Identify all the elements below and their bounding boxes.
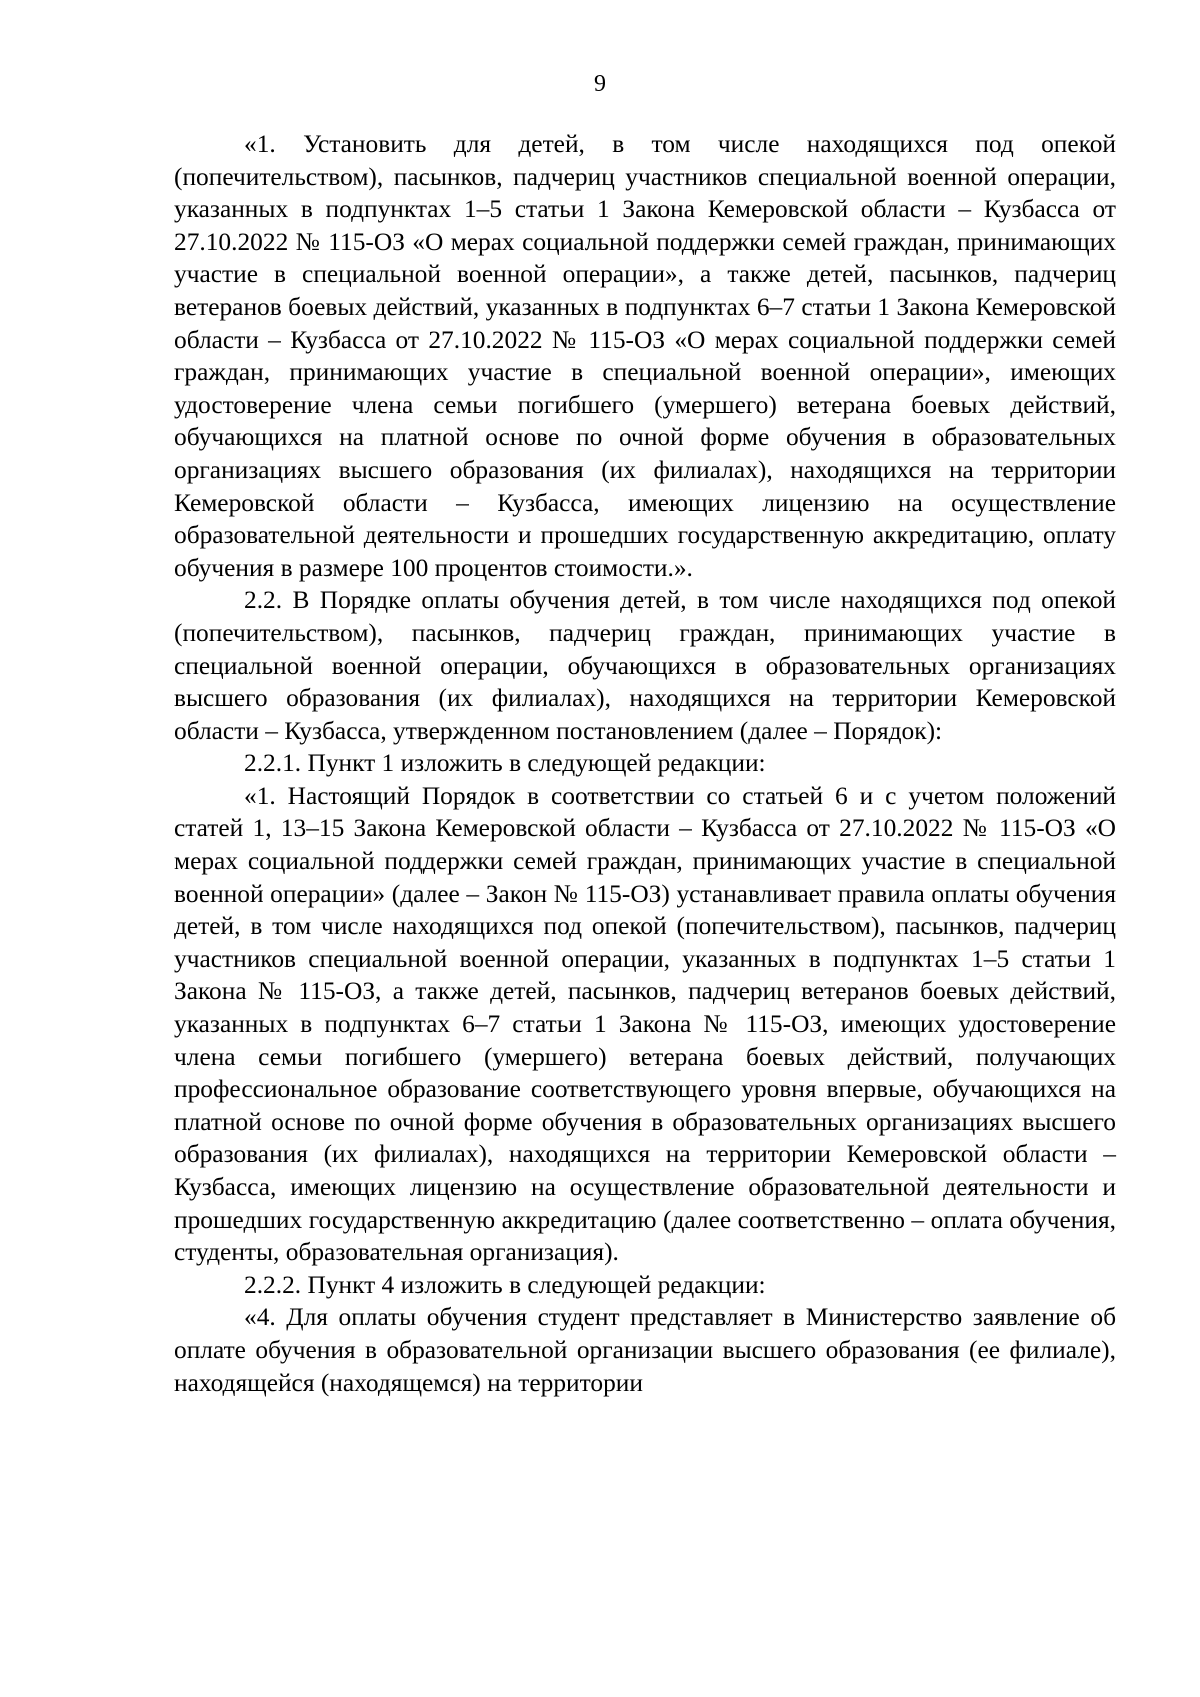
paragraph-2-2-1-heading: 2.2.1. Пункт 1 изложить в следующей редакции: <box>244 749 766 778</box>
paragraph-2-2-order: 2.2. В Порядке оплаты обучения детей, в том числе находящихся под опекой (попечительством), пасынков, падчериц граждан, принимающих участие в специальной военной операции, обучающихся в образовательных организациях высшего образования (их филиалах), находящихся на территории Кемеровской области – Кузбасса, утвержденном постановлением (далее – Порядок): <box>174 586 1116 745</box>
paragraph-order-item-4: «4. Для оплаты обучения студент представляет в Министерство заявление об оплате обучения в образовательной организации высшего образования (ее филиале), находящейся (находящемся) на территории <box>174 1303 1116 1397</box>
document-body <box>174 128 1116 1399</box>
page-number: 9 <box>594 71 606 97</box>
paragraph-order-item-1: «1. Настоящий Порядок в соответствии со статьей 6 и с учетом положений статей 1, 13–15 Закона Кемеровской области – Кузбасса от 27.10.2022 № 115-ОЗ «О мерах социальной поддержки семей граждан, принимающих участие в специальной военной операции» (далее – Закон № 115-ОЗ) устанавливает правила оплаты обучения детей, в том числе находящихся под опекой (попечительством), пасынков, падчериц участников специальной военной операции, указанных в подпунктах 1–5 статьи 1 Закона № 115-ОЗ, а также детей, пасынков, падчериц ветеранов боевых действий, указанных в подпунктах 6–7 статьи 1 Закона № 115-ОЗ, имеющих удостоверение члена семьи погибшего (умершего) ветерана боевых действий, получающих профессиональное образование соответствующего уровня впервые, обучающихся на платной основе по очной форме обучения в образовательных организациях высшего образования (их филиалах), находящихся на территории Кемеровской области – Кузбасса, имеющих лицензию на осуществление образовательной деятельности и прошедших государственную аккредитацию (далее соответственно – оплата обучения, студенты, образовательная организация). <box>174 781 1116 1267</box>
paragraph-item-1-amendment: «1. Установить для детей, в том числе находящихся под опекой (попечительством), пасынков, падчериц участников специальной военной операции, указанных в подпунктах 1–5 статьи 1 Закона Кемеровской области – Кузбасса от 27.10.2022 № 115-ОЗ «О мерах социальной поддержки семей граждан, принимающих участие в специальной военной операции», а также детей, пасынков, падчериц ветеранов боевых действий, указанных в подпунктах 6–7 статьи 1 Закона Кемеровской области – Кузбасса от 27.10.2022 № 115-ОЗ «О мерах социальной поддержки семей граждан, принимающих участие в специальной военной операции», имеющих удостоверение члена семьи погибшего (умершего) ветерана боевых действий, обучающихся на платной основе по очной форме обучения в образовательных организациях высшего образования (их филиалах), находящихся на территории Кемеровской области – Кузбасса, имеющих лицензию на осуществление образовательной деятельности и прошедших государственную аккредитацию, оплату обучения в размере 100 процентов стоимости.». <box>174 130 1116 582</box>
paragraph-2-2-2-heading: 2.2.2. Пункт 4 изложить в следующей редакции: <box>244 1270 766 1299</box>
